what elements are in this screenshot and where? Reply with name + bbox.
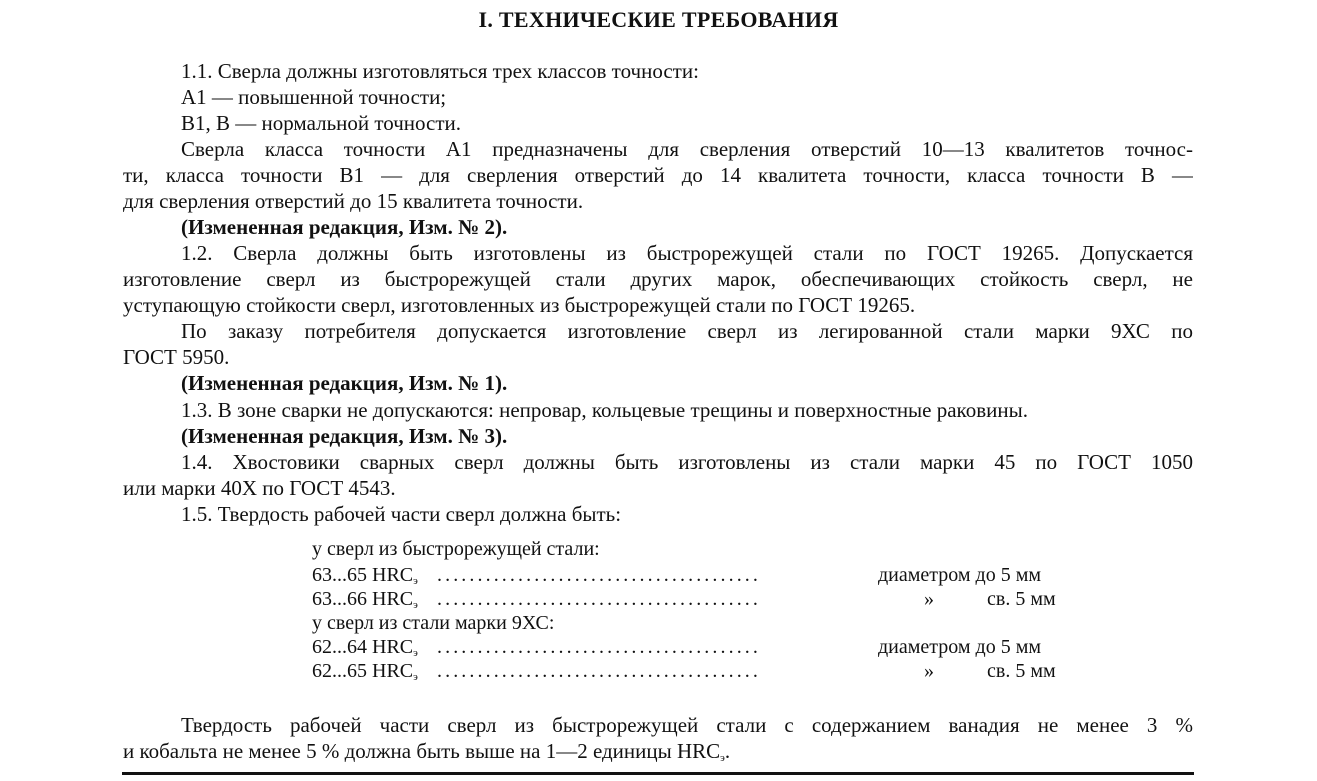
- hardness-value: 63...66 $HRC_э$: [312, 588, 418, 611]
- hardness-group-label: у сверл из быстрорежущей стали:: [312, 538, 600, 560]
- hardness-row: [312, 587, 1072, 611]
- ditto-mark: »: [924, 660, 934, 682]
- leader-dots: ........................................: [437, 660, 761, 682]
- hardness-row: [312, 659, 1072, 683]
- hardness-group-label: у сверл из стали марки 9ХС:: [312, 612, 555, 634]
- amendment-note-3: (Измененная редакция, Изм. № 3).: [181, 424, 508, 448]
- leader-dots: ........................................: [437, 564, 761, 586]
- hardness-value: 63...65 $HRC_э$: [312, 564, 418, 587]
- class-b1-line: В1, В — нормальной точности.: [181, 111, 462, 135]
- clause-1-1-text-line: Сверла класса точности А1 предназначены для сверления отверстий 10—13 квалитетов точнос-: [181, 137, 1193, 161]
- hardness-row: [312, 563, 1072, 587]
- diameter-note: св. 5 мм: [987, 588, 1056, 610]
- diameter-note: св. 5 мм: [987, 660, 1056, 682]
- hardness-value: 62...65 $HRC_э$: [312, 660, 418, 683]
- clause-1-5: 1.5. Твердость рабочей части сверл должна быть:: [181, 502, 622, 526]
- clause-1-2-line: 1.2. Сверла должны быть изготовлены из быстрорежущей стали по ГОСТ 19265. Допускается: [181, 241, 1193, 265]
- ditto-mark: »: [924, 588, 934, 610]
- clause-1-2b-line: По заказу потребителя допускается изготовление сверл из легированной стали марки 9ХС по: [181, 319, 1193, 343]
- amendment-note-1: (Измененная редакция, Изм. № 1).: [181, 371, 508, 395]
- clause-1-1-text-line: для сверления отверстий до 15 квалитета точности.: [123, 189, 584, 213]
- clause-1-2-line: уступающую стойкости сверл, изготовленных из быстрорежущей стали по ГОСТ 19265.: [123, 293, 916, 317]
- hardness-row: [312, 635, 1072, 659]
- clause-1-3: 1.3. В зоне сварки не допускаются: непровар, кольцевые трещины и поверхностные раковины.: [181, 398, 1028, 422]
- clause-1-2-line: изготовление сверл из быстрорежущей стали других марок, обеспечивающих стойкость сверл, не: [123, 267, 1193, 291]
- clause-1-1-text-line: ти, класса точности В1 — для сверления отверстий до 14 квалитета точности, класса точности В —: [123, 163, 1193, 187]
- leader-dots: ........................................: [437, 588, 761, 610]
- clause-1-4-line: 1.4. Хвостовики сварных сверл должны быть изготовлены из стали марки 45 по ГОСТ 1050: [181, 450, 1193, 474]
- diameter-note: диаметром до 5 мм: [878, 564, 1042, 586]
- diameter-note: диаметром до 5 мм: [878, 636, 1042, 658]
- clause-1-1: 1.1. Сверла должны изготовляться трех классов точности:: [181, 59, 699, 83]
- clause-1-2b-line: ГОСТ 5950.: [123, 345, 230, 369]
- final-paragraph-line: и кобальта не менее 5 % должна быть выше на 1—2 единицы $HRC_э$.: [123, 739, 731, 764]
- section-title: I. ТЕХНИЧЕСКИЕ ТРЕБОВАНИЯ: [478, 7, 839, 32]
- class-a1-line: А1 — повышенной точности;: [181, 85, 447, 109]
- hardness-value: 62...64 $HRC_э$: [312, 636, 418, 659]
- final-paragraph-line: Твердость рабочей части сверл из быстрорежущей стали с содержанием ванадия не менее 3 %: [181, 713, 1193, 737]
- leader-dots: ........................................: [437, 636, 761, 658]
- amendment-note-2: (Измененная редакция, Изм. № 2).: [181, 215, 508, 239]
- clause-1-4-line: или марки 40Х по ГОСТ 4543.: [123, 476, 396, 500]
- bottom-rule: [122, 772, 1194, 775]
